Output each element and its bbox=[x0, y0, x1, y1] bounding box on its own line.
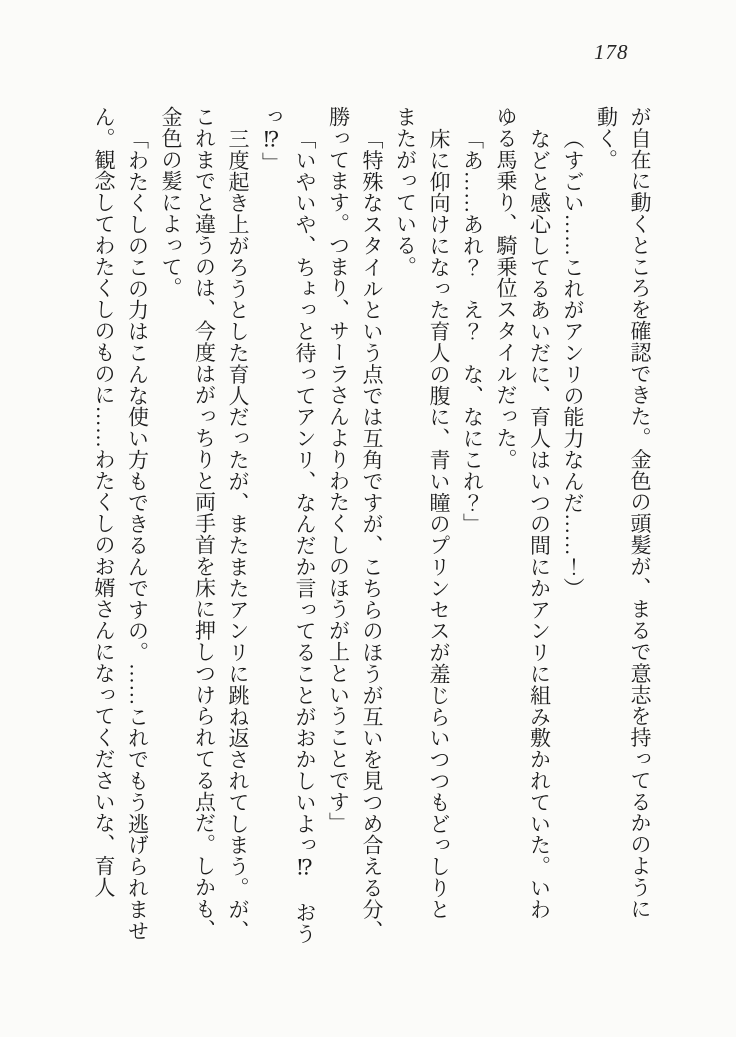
text-line: などと感心してるあいだに、育人はいつの間にかアンリに組み敷かれていた。いわ bbox=[527, 127, 552, 920]
text-line: が自在に動くところを確認できた。金色の頭髪が、まるで意志を持ってるかのように bbox=[628, 106, 652, 920]
text-line: 金色の髪によって。 bbox=[159, 106, 183, 299]
text-line: っ⁉」 bbox=[259, 106, 284, 174]
text-line: 動く。 bbox=[594, 106, 619, 171]
text-line: ん。観念してわたくしのものに……わたくしのお婿さんになってくださいな、育人 bbox=[92, 106, 116, 898]
page-number: 178 bbox=[594, 40, 629, 64]
text-line: 「いやいや、ちょっと待ってアンリ、なんだか言ってることがおかしいよっ⁉ おう bbox=[293, 127, 317, 944]
vertical-text-block bbox=[87, 106, 657, 946]
text-line: 「あ……あれ？ え？ な、なにこれ？」 bbox=[460, 127, 485, 535]
text-line: 勝ってます。つまり、サーラさんよりわたくしのほうが上ということです」 bbox=[326, 106, 351, 834]
text-line: 「わたくしのこの力はこんな使い方もできるんですの。……これでもう逃げられませ bbox=[125, 127, 150, 941]
text-line: 三度起き上がろうとした育人だったが、またまたアンリに跳ね返されてしまう。が、 bbox=[226, 127, 250, 941]
text-line: 「特殊なスタイルという点では互角ですが、こちらのほうが互いを見つめ合える分、 bbox=[360, 127, 384, 941]
text-line: これまでと違うのは、今度はがっちりと両手首を床に押しつけられてる点だ。しかも、 bbox=[192, 106, 217, 941]
text-line: （すごい……これがアンリの能力なんだ……！） bbox=[561, 127, 585, 599]
text-line: ゆる馬乗り、騎乗位スタイルだった。 bbox=[494, 106, 518, 470]
text-line: 床に仰向けになった育人の腹に、青い瞳のプリンセスが羞じらいつつもどっしりと bbox=[427, 127, 451, 920]
text-line: またがっている。 bbox=[393, 106, 418, 278]
